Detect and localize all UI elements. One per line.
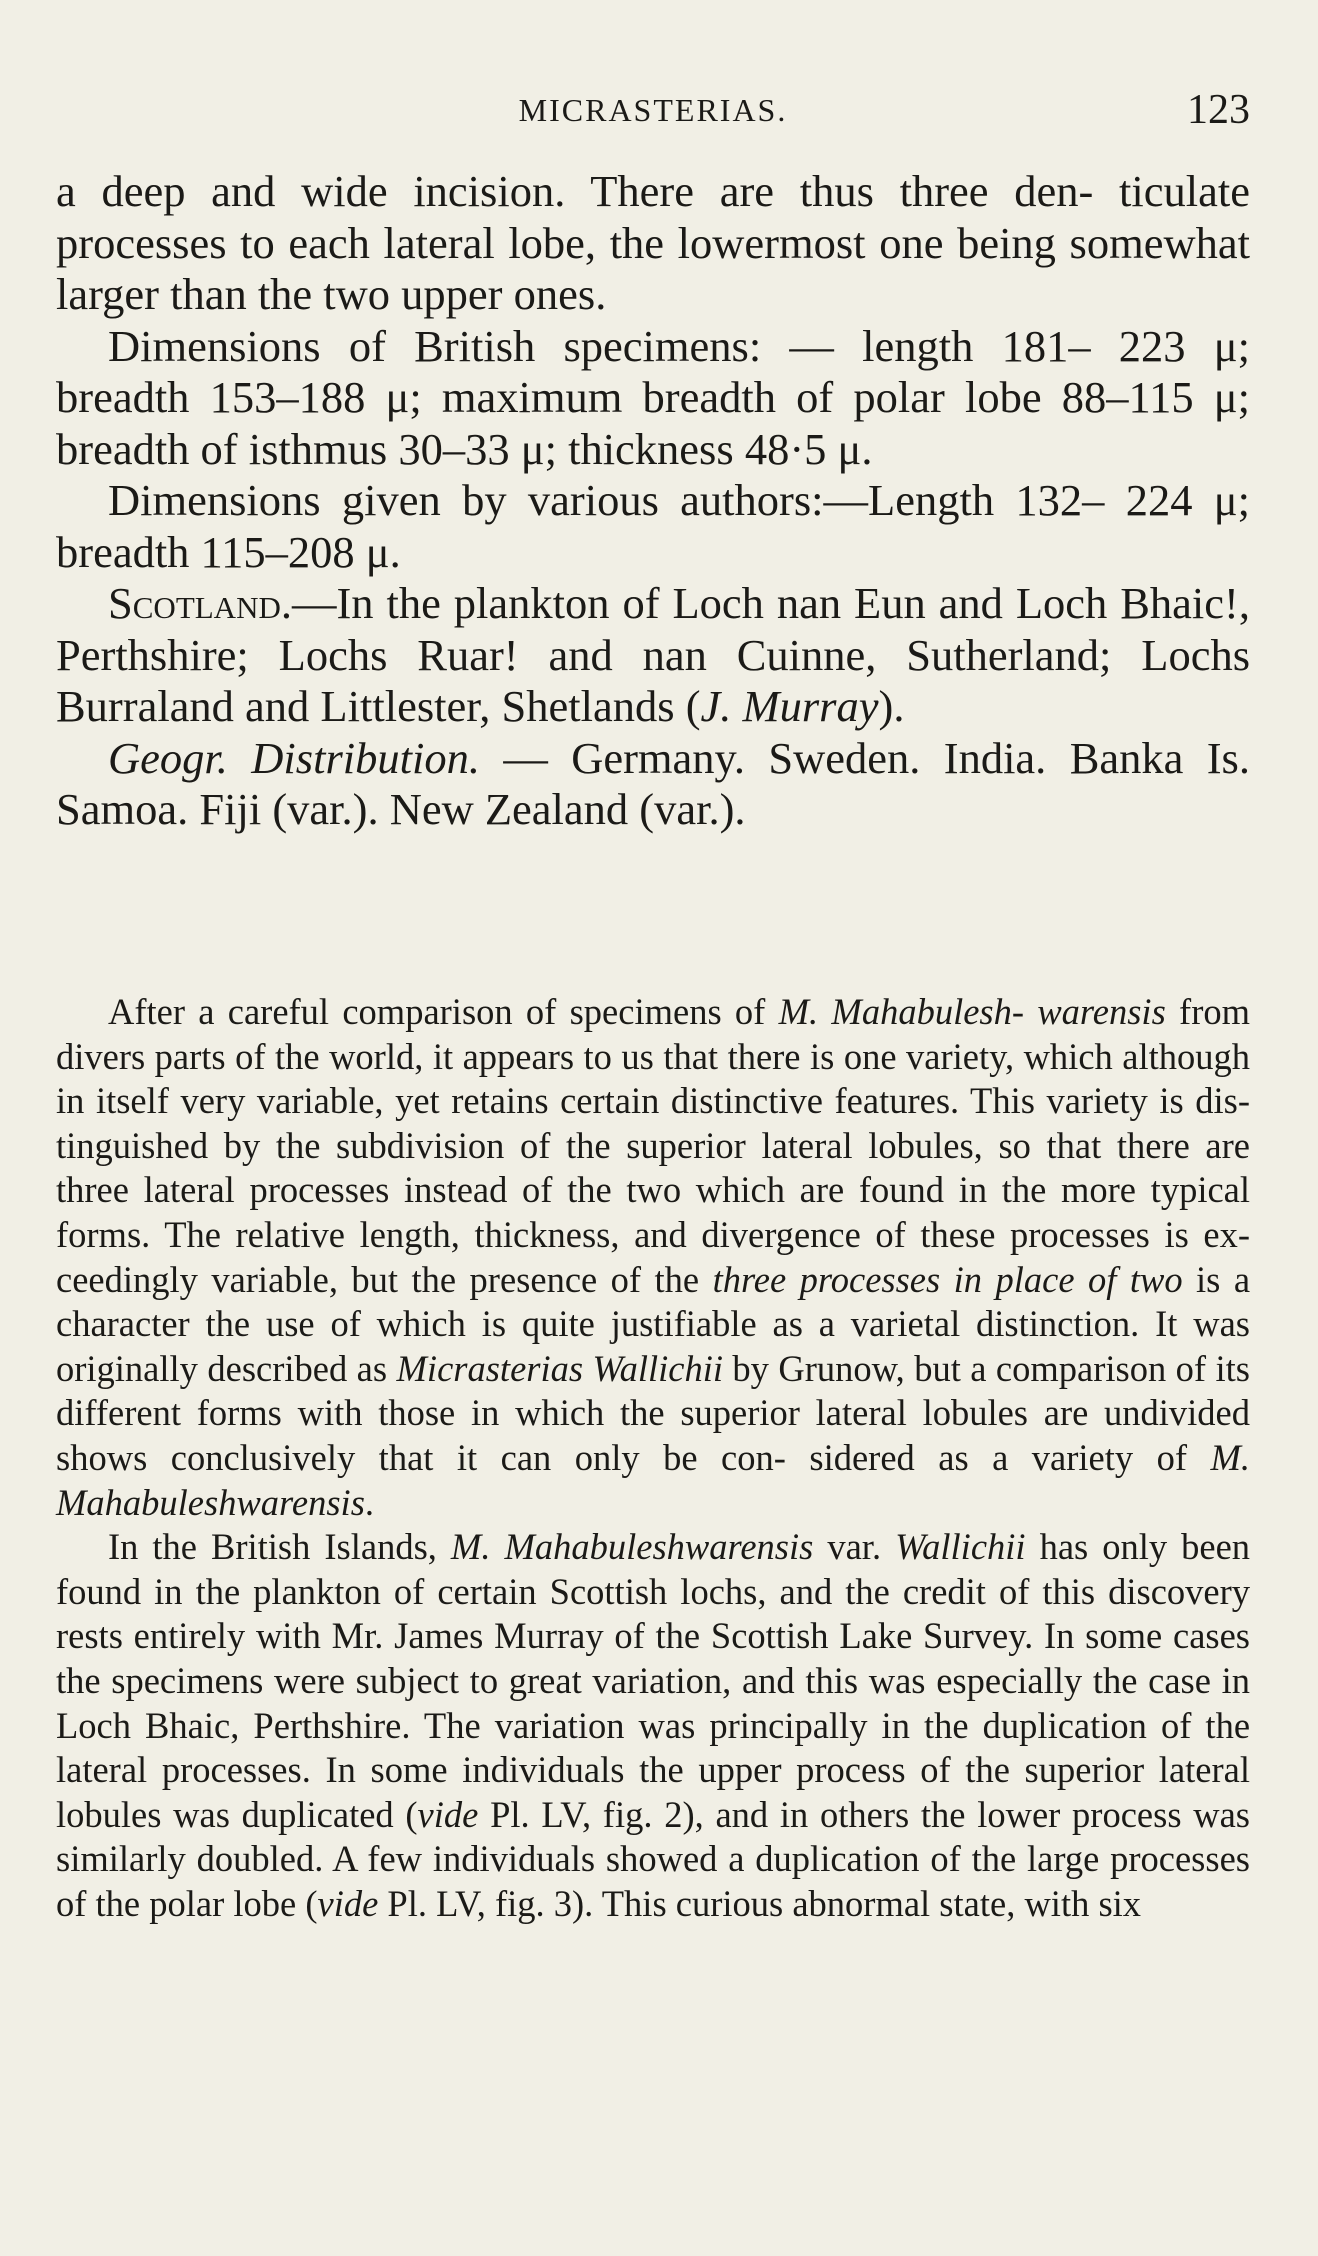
text-line: sidered as a variety of [809,1436,1211,1478]
large-type-section [56,166,1250,836]
text-line: specimens were subject to great variation, and this was [111,1659,926,1701]
text-line: . [364,1481,375,1523]
emphasis-text: vide [417,1793,479,1835]
text-line: especially the case in Loch Bhaic, Perthshire. The variation [56,1659,1250,1746]
text-line: Shetlands ( [501,681,701,731]
text-line: so that there are three lateral processes instead of the two [56,1124,1250,1211]
emphasis-text: place of two [995,1258,1183,1300]
text-line: are undivided shows conclusively that it can only be con- [56,1392,1251,1478]
text-line: a deep and wide incision. There are thus three den- [56,166,1094,216]
text-line: ticulate processes to each lateral lobe, the lowermost [56,166,1250,268]
region-heading: Scotland. [108,578,292,628]
species-name: M. Mahabulesh- [778,991,1025,1032]
paragraph-author-dimensions [56,475,1250,578]
collector-name: J. Murray [700,681,879,731]
text-line: tinguished by the subdivision of the superior lateral lobules, [56,1124,983,1166]
text-line: —In the plankton of Loch nan Eun and [291,578,1003,628]
text-line: lobe 88–115 μ; breadth of isthmus 30–33 μ; thickness [56,372,1251,474]
paragraph-british-records [56,1525,1250,1926]
text-line: lower process was similarly doubled. A few individuals [56,1793,1251,1880]
species-name: warensis [1037,991,1166,1032]
variety-name: Wallichii [895,1526,1026,1568]
text-line: there is one variety, which although in itself very variable, [56,1035,1250,1122]
text-line: After a careful comparison of specimens of [108,991,779,1032]
text-line: different forms with those in which the superior lateral lobules [56,1392,1029,1434]
text-line: which are found in the more typical forms. The relative [56,1169,1250,1255]
text-line: was principally in the duplication of the lateral processes. In [56,1704,1251,1791]
text-line: Loch Bhaic!, Perthshire; Lochs Ruar! and nan [56,578,1250,680]
text-line: some individuals the upper process of the superior lateral [370,1749,1250,1791]
text-line: from divers parts of the world, it appears to us that [56,991,1251,1077]
text-line: Dimensions of British specimens: — length 181– [108,320,1091,371]
paragraph-variety-discussion [56,990,1250,1525]
text-line: is a character the use of which is quite justifiable [56,1258,1251,1345]
small-type-section [56,990,1250,1926]
text-line: lobules was duplicated ( [56,1793,418,1835]
emphasis-text: vide [317,1882,379,1924]
text-line: ( [305,1882,318,1924]
text-line: length, thickness, and divergence of these processes is ex- [359,1213,1250,1255]
text-line: 223 μ; breadth 153–188 μ; maximum breadth of polar [56,320,1250,422]
text-line: Pl. LV, fig. 2), and in others the [478,1793,966,1835]
text-line: as a varietal distinction. It was originally described as [56,1303,1251,1389]
text-line: ). [878,681,905,731]
text-line: one being somewhat larger than the two upper ones. [56,217,1250,319]
text-line: has only been found in the plankton of certain Scottish lochs, [56,1526,1251,1612]
species-name: M. Mahabuleshwarensis [450,1526,814,1568]
text-line: Banka Is. Samoa. Fiji (var.). New Zealand (var.). [56,732,1250,834]
text-line: showed a duplication of the large processes of the polar lobe [56,1838,1250,1924]
page-number: 123 [1187,87,1250,133]
text-line: 224 μ; breadth 115–208 μ. [56,475,1250,577]
text-line: ceedingly variable, but the presence of the [56,1258,713,1300]
text-line: Dimensions given by various authors:—Length 132– [108,475,1105,525]
running-head [56,86,1250,136]
text-line: 48·5 μ. [744,423,873,474]
paragraph-process-description [56,166,1250,321]
species-name: Micrasterias Wallichii [396,1347,723,1389]
text-line: var. [813,1526,896,1568]
distribution-heading: Geogr. Distribution. [108,732,480,783]
text-line: — Germany. Sweden. India. [479,732,1047,783]
text-line: Cuinne, Sutherland; Lochs Burraland and Littlester, [56,629,1251,731]
species-name: M. Mahabuleshwarensis [56,1436,1251,1523]
text-line: yet retains certain distinctive features. This variety is dis- [395,1080,1250,1122]
text-line: and the credit of this discovery rests entirely with Mr. James [56,1570,1251,1657]
text-line: Pl. LV, fig. 3). This curious abnormal state, with six [378,1882,1142,1924]
emphasis-text: three processes in [712,1258,983,1300]
paragraph-british-dimensions [56,321,1250,476]
paragraph-scotland-localities [56,578,1250,733]
paragraph-geographic-distribution [56,733,1250,836]
text-line: In the British Islands, [108,1526,451,1568]
text-line: by Grunow, but a comparison of its [722,1347,1250,1389]
running-title: MICRASTERIAS. [518,92,788,128]
text-line: Murray of the Scottish Lake Survey. In some cases the [56,1615,1251,1701]
